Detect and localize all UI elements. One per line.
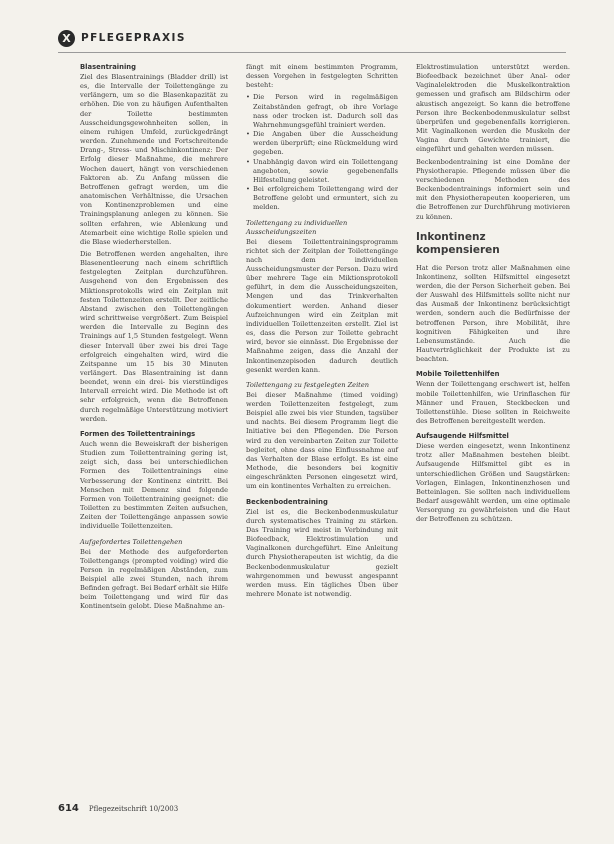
paragraph: Diese werden eingesetzt, wenn Inkontinenz trotz aller Maßnahmen bestehen bleibt. Aufsaugende Hilfsmittel gibt es in unterschiedlichen Größen und Saugstärken: Vorlagen, Einlagen, Inkontinenzhosen und Betteinlagen. Sie sollten nach individuellem Bedarf ausgewählt werden, um eine optimale Versorgung zu gewährleisten und die Haut der Betroffenen zu schützen. [416, 442, 570, 524]
heading-blasentraining: Blasentraining [80, 63, 136, 71]
heading-aufsaugende-hilfsmittel: Aufsaugende Hilfsmittel [416, 432, 509, 441]
paragraph: Beckenbodentraining ist eine Domäne der Physiotherapie. Pflegende müssen über die verschiedenen Methoden des Beckenbodentrainings informiert sein und mit den Physiotherapeuten kooperieren, um die Betroffenen zur Durchführung motivieren zu können. [416, 157, 570, 221]
page-header [58, 27, 186, 49]
list-item: • Die Angaben über die Ausscheidung werden überprüft; eine Rückmeldung wird gegeben. [246, 130, 398, 157]
paragraph: fängt mit einem bestimmten Programm, dessen Vorgehen in festgelegten Schritten besteht: [246, 63, 398, 90]
paragraph: Wenn der Toilettengang erschwert ist, helfen mobile Toilettenhilfen, wie Urinflaschen für Männer und Frauen, Steckbecken und Toilettenstühle. Diese sollten in Reichweite des Betroffenen bereitgestellt werden. [416, 380, 570, 425]
column-3 [416, 63, 570, 528]
column-2 [246, 63, 398, 602]
section-badge-icon: X [58, 30, 75, 47]
column-1 [80, 63, 228, 615]
paragraph: Bei dieser Maßnahme (timed voiding) werden Toilettenzeiten festgelegt, zum Beispiel alle zwei bis vier Stunden, tagsüber und nachts. Bei diesem Programm liegt die Initiative bei den Pflegenden. Die Person wird zu den vereinbarten Zeiten zur Toilette begleitet, ohne dass eine Einflussnahme auf das Verhalten der Blase erfolgt. Es ist eine Methode, die besonders bei kognitiv eingeschränkten Personen eingesetzt wird, um ein kontinentes Verhalten zu erreichen. [246, 390, 398, 491]
page-number: 614 [58, 803, 79, 814]
paragraph: Ziel des Blasentrainings (Bladder drill) ist es, die Intervalle der Toilettengänge zu verlängern, um so die Blasenkapazität zu erhöhen. Die von zu häufigen Aufenthalten der Toilette bestimmten Ausscheidungsgewohnheiten sollen, in einem ruhigen Umfeld, zurückgedrängt werden. Zunehmende und Fortschreitende Drang-, Stress- und Mischinkontinenz: Der Erfolg dieser Maßnahme, die mehrere Wochen dauert, hängt von verschiedenen Faktoren ab. Zu Anfang müssen die Betroffenen gefragt werden, um die anatomischen Verhältnisse, die Ursachen von Kontinenzproblemen und eine Trainingsplanung anlegen zu können. Sie sollten erfahren, wie Ablenkung und Atemarbeit eine wichtige Rolle spielen und die Blase wiederherstellen. [80, 73, 228, 246]
bullet-list [246, 93, 398, 212]
paragraph: Ziel ist es, die Beckenbodenmuskulatur durch systematisches Training zu stärken. Das Training wird meist in Verbindung mit Biofeedback, Elektrostimulation und Vaginalkonen durchgeführt. Eine Anleitung durch Physiotherapeuten ist wichtig, da die Beckenbodenmuskulatur gezielt wahrgenommen und bewusst angespannt werden muss. Ein tägliches Üben über mehrere Monate ist notwendig. [246, 507, 398, 598]
paragraph: Bei der Methode des aufgeforderten Toilettengangs (prompted voiding) wird die Person in regelmäßigen Abständen, zum Beispiel alle zwei Stunden, nach ihrem Befinden gefragt. Bei Bedarf erhält sie Hilfe beim Toilettengang und wird für das Kontinentsein gelobt. Diese Maßnahme an- [80, 547, 228, 611]
heading-formen: Formen des Toilettentrainings [80, 429, 196, 438]
heading-inkontinenz-kompensieren: Inkontinenz kompensieren [416, 230, 500, 256]
heading-beckenboden: Beckenbodentraining [246, 497, 328, 506]
paragraph: Elektrostimulation unterstützt werden. Biofeedback bezeichnet über Anal- oder Vaginalelektroden die Muskelkontraktion gemessen und grafisch am Bildschirm oder akustisch angezeigt. So kann die betroffene Person ihre Beckenbodenmuskulatur selbst überprüfen und gegebenenfalls korrigieren. Mit Vaginalkonen werden die Muskeln der Vagina durch Gewichte trainiert, die eingeführt und gehalten werden müssen. [416, 63, 570, 154]
heading-mobile-toilettenhilfen: Mobile Toilettenhilfen [416, 370, 500, 379]
paragraph: Die Betroffenen werden angehalten, ihre Blasenentleerung nach einem schriftlich festgelegten Zeitplan durchzuführen. Ausgehend von den Ergebnissen des Miktionsprotokolls wird ein Zeitplan mit festen Toilettenzeiten erstellt. Der zeitliche Abstand zwischen den Toilettengängen wird schrittweise vergrößert. Zum Beispiel werden die Intervalle zu Beginn des Trainings auf 1,5 Stunden festgelegt. Wenn dieser Intervall über zwei bis drei Tage erfolgreich eingehalten wird, wird die Zeitspanne um 15 bis 30 Minuten verlängert. Das Blasentraining ist dann beendet, wenn ein drei- bis vierstündiges Intervall erreicht wird. Die Methode ist oft sehr erfolgreich, wenn die Betroffenen durch regelmäßige Unterstützung motiviert werden. [80, 249, 228, 423]
page-footer [58, 803, 178, 814]
list-item: • Die Person wird in regelmäßigen Zeitabständen gefragt, ob ihre Vorlage nass oder trocken ist. Dadurch soll das Wahrnehmungsgefühl trainiert werden. [246, 93, 398, 130]
list-item: • Bei erfolgreichem Toilettengang wird der Betroffene gelobt und ermuntert, sich zu melden. [246, 185, 398, 212]
paragraph: Auch wenn die Beweiskraft der bisherigen Studien zum Toilettentraining gering ist, zeigt sich, dass bei unterschiedlichen Formen des Toilettentrainings eine Verbesserung der Kontinenz eintritt. Bei Menschen mit Demenz sind folgende Formen von Toilettentraining geeignet: die Toiletten zu bestimmten Zeiten aufsuchen, Zeiten der Toilettengänge anpassen sowie individuelle Toilettenzeiten. [80, 439, 228, 531]
journal-citation: Pflegezeitschrift 10/2003 [88, 805, 179, 813]
paragraph: Hat die Person trotz aller Maßnahmen eine Inkontinenz, sollten Hilfsmittel eingesetzt werden, die der Person Sicherheit geben. Bei der Auswahl des Hilfsmittels sollte nicht nur das Ausmaß der Inkontinenz berücksichtigt werden, sondern auch die Bedürfnisse der betroffenen Person, ihre Mobilität, ihre kognitiven Fähigkeiten und ihre Lebensumstände. Auch die Hautverträglichkeit der Produkte ist zu beachten. [416, 263, 570, 364]
subheading-aufgefordert: Aufgefordertes Toilettengehen [80, 537, 183, 546]
list-item: • Unabhängig davon wird ein Toilettengang angeboten, sowie gegebenenfalls Hilfestellung geleistet. [246, 158, 398, 185]
paragraph: Bei diesem Toilettentrainingsprogramm richtet sich der Zeitplan der Toilettengänge nach dem individuellen Ausscheidungsmuster der Person. Dazu wird über mehrere Tage ein Miktionsprotokoll geführt, in dem die Ausscheidungszeiten, Mengen und das Trinkverhalten dokumentiert werden. Anhand dieser Aufzeichnungen wird ein Zeitplan mit individuellen Toilettenzeiten erstellt. Ziel ist es, dass die Person zur Toilette gebracht wird, bevor sie einnässt. Die Ergebnisse der Maßnahme zeigen, dass die Anzahl der Inkontinenzepisoden dadurch deutlich gesenkt werden kann. [246, 237, 398, 374]
subheading-festgelegt: Toilettengang zu festgelegten Zeiten [246, 380, 369, 389]
section-title: PFLEGEPRAXIS [81, 32, 186, 44]
subheading-individuell: Toilettengang zu individuellen Ausscheidungszeiten [246, 218, 348, 236]
header-divider [58, 52, 566, 53]
